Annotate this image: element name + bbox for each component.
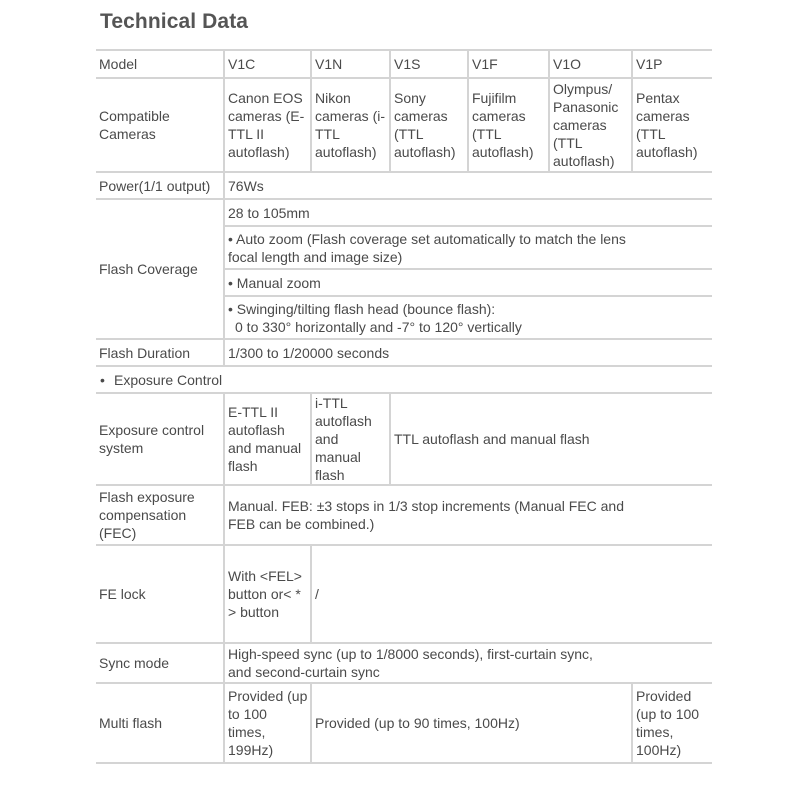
table-row-flash-duration xyxy=(96,339,712,366)
row-label-fe-lock: FE lock xyxy=(96,545,224,643)
bounce-heading: • Swinging/tilting flash head (bounce flash): xyxy=(228,300,496,317)
flash-duration-value: 1/300 to 1/20000 seconds xyxy=(224,339,712,366)
compat-v1s: Sony cameras (TTL autoflash) xyxy=(390,78,468,172)
row-label-power: Power(1/1 output) xyxy=(96,172,224,199)
multi-flash-v1c: Provided (up to 100 times, 199Hz) xyxy=(224,683,311,763)
model-v1s: V1S xyxy=(390,50,468,78)
table-row-compatible-cameras xyxy=(96,78,712,172)
section-exposure-control xyxy=(96,366,712,393)
row-label-flash-duration: Flash Duration xyxy=(96,339,224,366)
ecs-v1c: E-TTL II autoflash and manual flash xyxy=(224,393,311,485)
table-row-power xyxy=(96,172,712,199)
multi-flash-v1p: Provided (up to 100 times, 100Hz) xyxy=(632,683,712,763)
model-v1n: V1N xyxy=(311,50,390,78)
power-value: 76Ws xyxy=(224,172,712,199)
row-label-exposure-control-system: Exposure control system xyxy=(96,393,224,485)
ecs-v1n: i-TTL autoflash and manual flash xyxy=(311,393,390,485)
table-row-model xyxy=(96,50,712,78)
flash-coverage-range: 28 to 105mm xyxy=(224,199,712,226)
section-label: Exposure Control xyxy=(114,371,223,388)
flash-coverage-auto-zoom: • Auto zoom (Flash coverage set automatically to match the lens focal length and image size) xyxy=(224,226,712,269)
flash-coverage-bounce xyxy=(224,296,712,339)
compat-v1p: Pentax cameras (TTL autoflash) xyxy=(632,78,712,172)
compat-v1o: Olympus/ Panasonic cameras (TTL autoflash) xyxy=(549,78,632,172)
model-v1p: V1P xyxy=(632,50,712,78)
ecs-others: TTL autoflash and manual flash xyxy=(390,393,712,485)
model-v1f: V1F xyxy=(468,50,549,78)
row-label-fec: Flash exposure compensation (FEC) xyxy=(96,485,224,545)
bullet-icon: • xyxy=(100,371,105,388)
technical-data-table xyxy=(96,49,712,764)
table-row-multi-flash xyxy=(96,683,712,763)
table-row-flash-coverage xyxy=(96,199,712,226)
table-row-fec xyxy=(96,485,712,545)
table-row-exposure-control-system xyxy=(96,393,712,485)
row-label-sync-mode: Sync mode xyxy=(96,643,224,683)
page-title: Technical Data xyxy=(100,10,249,33)
compat-v1n: Nikon cameras (i-TTL autoflash) xyxy=(311,78,390,172)
fe-lock-others: / xyxy=(311,545,712,643)
table-row-fe-lock xyxy=(96,545,712,643)
model-v1o: V1O xyxy=(549,50,632,78)
compat-v1f: Fujifilm cameras (TTL autoflash) xyxy=(468,78,549,172)
table-row-exposure-control-section xyxy=(96,366,712,393)
sync-mode-value: High-speed sync (up to 1/8000 seconds), first-curtain sync, and second-curtain sync xyxy=(224,643,712,683)
model-v1c: V1C xyxy=(224,50,311,78)
row-label-compatible-cameras: Compatible Cameras xyxy=(96,78,224,172)
row-label-flash-coverage: Flash Coverage xyxy=(96,199,224,339)
fe-lock-v1c: With <FEL> button or< * > button xyxy=(224,545,311,643)
row-label-multi-flash: Multi flash xyxy=(96,683,224,763)
bounce-angles: 0 to 330° horizontally and -7° to 120° vertically xyxy=(235,318,522,335)
row-label-model: Model xyxy=(96,50,224,78)
flash-coverage-manual-zoom: • Manual zoom xyxy=(224,269,712,296)
fec-value: Manual. FEB: ±3 stops in 1/3 stop increments (Manual FEC and FEB can be combined.) xyxy=(224,485,712,545)
table-row-sync-mode xyxy=(96,643,712,683)
multi-flash-middle: Provided (up to 90 times, 100Hz) xyxy=(311,683,632,763)
compat-v1c: Canon EOS cameras (E-TTL II autoflash) xyxy=(224,78,311,172)
